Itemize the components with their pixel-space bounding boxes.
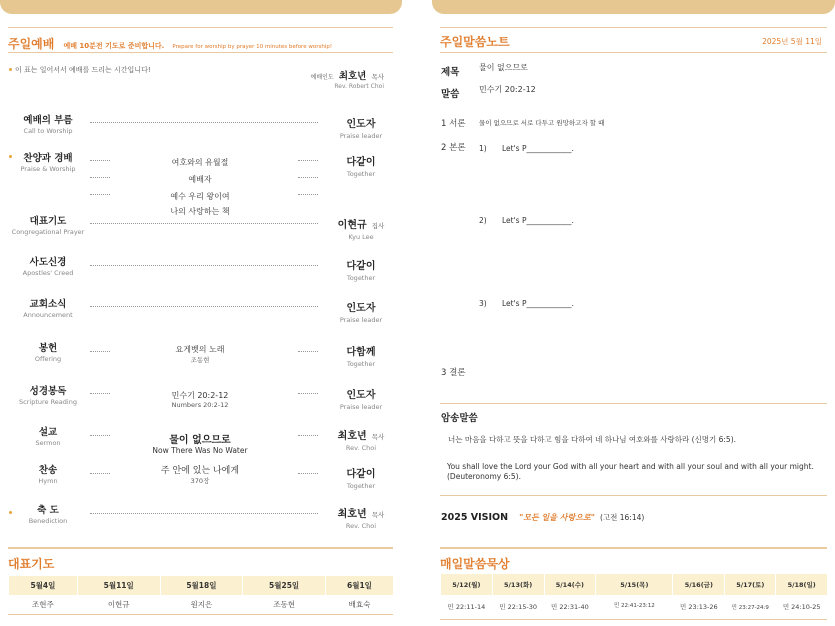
prayer-name: 조현주 bbox=[9, 595, 78, 614]
order-dots bbox=[298, 473, 318, 474]
order-dots bbox=[90, 306, 318, 307]
memory-title: 암송말씀 bbox=[441, 413, 478, 424]
notes-title: 주일말씀노트 bbox=[440, 35, 510, 49]
memory-rule bbox=[440, 403, 827, 404]
order-praise-worship: 찬양과 경배 Praise & Worship bbox=[20, 153, 76, 173]
prayer-name: 조동현 bbox=[243, 595, 326, 614]
daily-ref: 민 22:15-30 bbox=[492, 595, 544, 619]
prayer-date: 6월1일 bbox=[325, 576, 393, 595]
prayer-title: 대표기도 bbox=[8, 557, 55, 571]
daily-date: 5/13(화) bbox=[492, 574, 544, 595]
prayer-rule bbox=[8, 547, 393, 549]
preacher-block bbox=[300, 64, 384, 90]
daily-date: 5/14(수) bbox=[544, 574, 596, 595]
stand-note: 이 표는 일어서서 예배를 드리는 시간입니다! bbox=[15, 66, 151, 74]
order-scripture: 성경봉독 Scripture Reading bbox=[19, 386, 77, 406]
prayer-date: 5월25일 bbox=[243, 576, 326, 595]
leader-sermon: 최호년 목사 Rev. Choi bbox=[337, 431, 385, 452]
order-dots bbox=[298, 435, 318, 436]
leader-benediction: 최호년 목사 Rev. Choi bbox=[337, 509, 385, 530]
daily-ref: 민 22:11-14 bbox=[441, 595, 493, 619]
hymn-title: 주 안에 있는 나에게 370장 bbox=[160, 466, 240, 485]
vision-line bbox=[441, 505, 644, 524]
leader-creed: 다같이 Together bbox=[346, 261, 376, 282]
order-hymn: 찬송 Hymn bbox=[38, 465, 58, 485]
song-1: 여호와의 유월절 bbox=[171, 158, 229, 167]
order-dots bbox=[298, 393, 318, 394]
notes-date: 2025년 5월 11일 bbox=[762, 37, 822, 46]
right-header-rule-2 bbox=[440, 52, 827, 53]
daily-ref: 민 23:13-26 bbox=[673, 595, 725, 619]
order-dots bbox=[90, 223, 318, 224]
scripture-reading: 민수기 20:2-12 Numbers 20:2-12 bbox=[171, 391, 229, 409]
conclusion-label: 3 결론 bbox=[441, 368, 466, 378]
daily-date: 5/16(금) bbox=[673, 574, 725, 595]
song-4: 나의 사랑하는 책 bbox=[170, 207, 230, 216]
point-text: Let's P____________. bbox=[502, 299, 574, 308]
point-num: 3) bbox=[479, 299, 487, 308]
daily-table bbox=[440, 574, 827, 620]
memory-ko: 너는 마음을 다하고 뜻을 다하고 힘을 다하여 네 하나님 여호와를 사랑하라 (신명기 6:5). bbox=[448, 435, 736, 444]
daily-ref: 민 22:31-40 bbox=[544, 595, 596, 619]
daily-title: 매일말씀묵상 bbox=[440, 557, 510, 571]
prayer-name: 배효숙 bbox=[325, 595, 393, 614]
daily-date: 5/15(목) bbox=[596, 574, 673, 595]
leader-offering: 다함께 Together bbox=[346, 347, 376, 368]
right-header-rule bbox=[440, 27, 827, 28]
prayer-date: 5월18일 bbox=[160, 576, 243, 595]
prepare-ko: 예배 10분전 기도로 준비합니다. bbox=[63, 42, 165, 50]
section-title: 주일예배 bbox=[8, 37, 55, 51]
body-label: 2 본론 bbox=[441, 143, 466, 153]
prayer-table bbox=[8, 576, 393, 615]
point-num: 2) bbox=[479, 216, 487, 225]
point-text: Let's P____________. bbox=[502, 144, 574, 153]
order-prayer: 대표기도 Congregational Prayer bbox=[11, 216, 85, 236]
order-announcement: 교회소식 Announcement bbox=[23, 299, 73, 319]
prayer-name: 이현규 bbox=[77, 595, 160, 614]
daily-ref: 민 24:10-25 bbox=[776, 595, 827, 619]
order-dots bbox=[90, 265, 318, 266]
daily-date: 5/17(토) bbox=[725, 574, 776, 595]
prayer-name: 원지은 bbox=[160, 595, 243, 614]
song-2: 예배자 bbox=[188, 175, 212, 184]
daily-date: 5/12(월) bbox=[441, 574, 493, 595]
song-dots bbox=[298, 194, 318, 195]
scripture-label: 말씀 bbox=[441, 89, 460, 100]
vision-quote: "모든 일을 사랑으로" bbox=[519, 513, 595, 522]
prepare-en: Prepare for worship by prayer 10 minutes before worship! bbox=[172, 44, 333, 50]
order-call-to-worship: 예배의 부름 Call to Worship bbox=[23, 115, 73, 135]
sermon-title: 물이 없으므로 Now There Was No Water bbox=[152, 435, 248, 455]
song-3: 예수 우리 왕이여 bbox=[170, 192, 230, 201]
title-value: 물이 없으므로 bbox=[479, 63, 528, 72]
order-dots bbox=[90, 513, 318, 514]
intro-text: 물이 없으므로 서로 다투고 원망하고자 할 때 bbox=[479, 119, 605, 127]
order-dots bbox=[90, 122, 318, 123]
daily-ref: 민 23:27-24:9 bbox=[725, 595, 776, 619]
intro-label: 1 서론 bbox=[441, 119, 466, 129]
preacher-name: 최호년 bbox=[338, 71, 367, 82]
leader-scripture: 인도자 Praise leader bbox=[339, 390, 383, 411]
order-benediction: 축 도 Benediction bbox=[28, 505, 68, 525]
leader-call-to-worship: 인도자 Praise leader bbox=[339, 119, 383, 140]
left-header-rule-2 bbox=[8, 52, 393, 53]
leader-hymn: 다같이 Together bbox=[346, 469, 376, 490]
vision-ref: (고전 16:14) bbox=[599, 513, 645, 522]
daily-ref: 민 22:41-23:12 bbox=[596, 595, 673, 619]
title-label: 제목 bbox=[441, 67, 460, 78]
offering-song: 요게벳의 노래 조동현 bbox=[175, 345, 225, 364]
preacher-label: 예배인도 bbox=[310, 74, 334, 81]
right-top-tab bbox=[432, 0, 835, 14]
order-sermon: 설교 Sermon bbox=[35, 427, 61, 447]
left-top-tab bbox=[0, 0, 402, 14]
stand-bullet bbox=[9, 68, 12, 71]
left-header-rule bbox=[8, 27, 393, 28]
prayer-date: 5월11일 bbox=[77, 576, 160, 595]
leader-announcement: 인도자 Praise leader bbox=[339, 303, 383, 324]
prayer-date: 5월4일 bbox=[9, 576, 78, 595]
leader-praise-worship: 다같이 Together bbox=[346, 157, 376, 178]
point-num: 1) bbox=[479, 144, 487, 153]
memory-en: You shall love the Lord your God with all your heart and with all your soul and with all your might. (Deuteronomy 6:5). bbox=[447, 462, 814, 481]
order-creed: 사도신경 Apostles' Creed bbox=[22, 257, 74, 277]
daily-date: 5/18(일) bbox=[776, 574, 827, 595]
daily-rule bbox=[440, 547, 827, 549]
point-text: Let's P____________. bbox=[502, 216, 574, 225]
song-dots bbox=[298, 160, 318, 161]
scripture-value: 민수기 20:2-12 bbox=[479, 85, 536, 94]
song-dots bbox=[298, 177, 318, 178]
vision-label: 2025 VISION bbox=[441, 512, 509, 523]
order-dots bbox=[298, 351, 318, 352]
order-offering: 봉헌 Offering bbox=[34, 343, 62, 363]
leader-prayer: 이현규 집사 Kyu Lee bbox=[337, 220, 385, 241]
vision-rule bbox=[440, 495, 827, 496]
preacher-title: 목사 bbox=[371, 73, 384, 81]
worship-header bbox=[8, 33, 332, 52]
preacher-en: Rev. Robert Choi bbox=[334, 83, 384, 90]
